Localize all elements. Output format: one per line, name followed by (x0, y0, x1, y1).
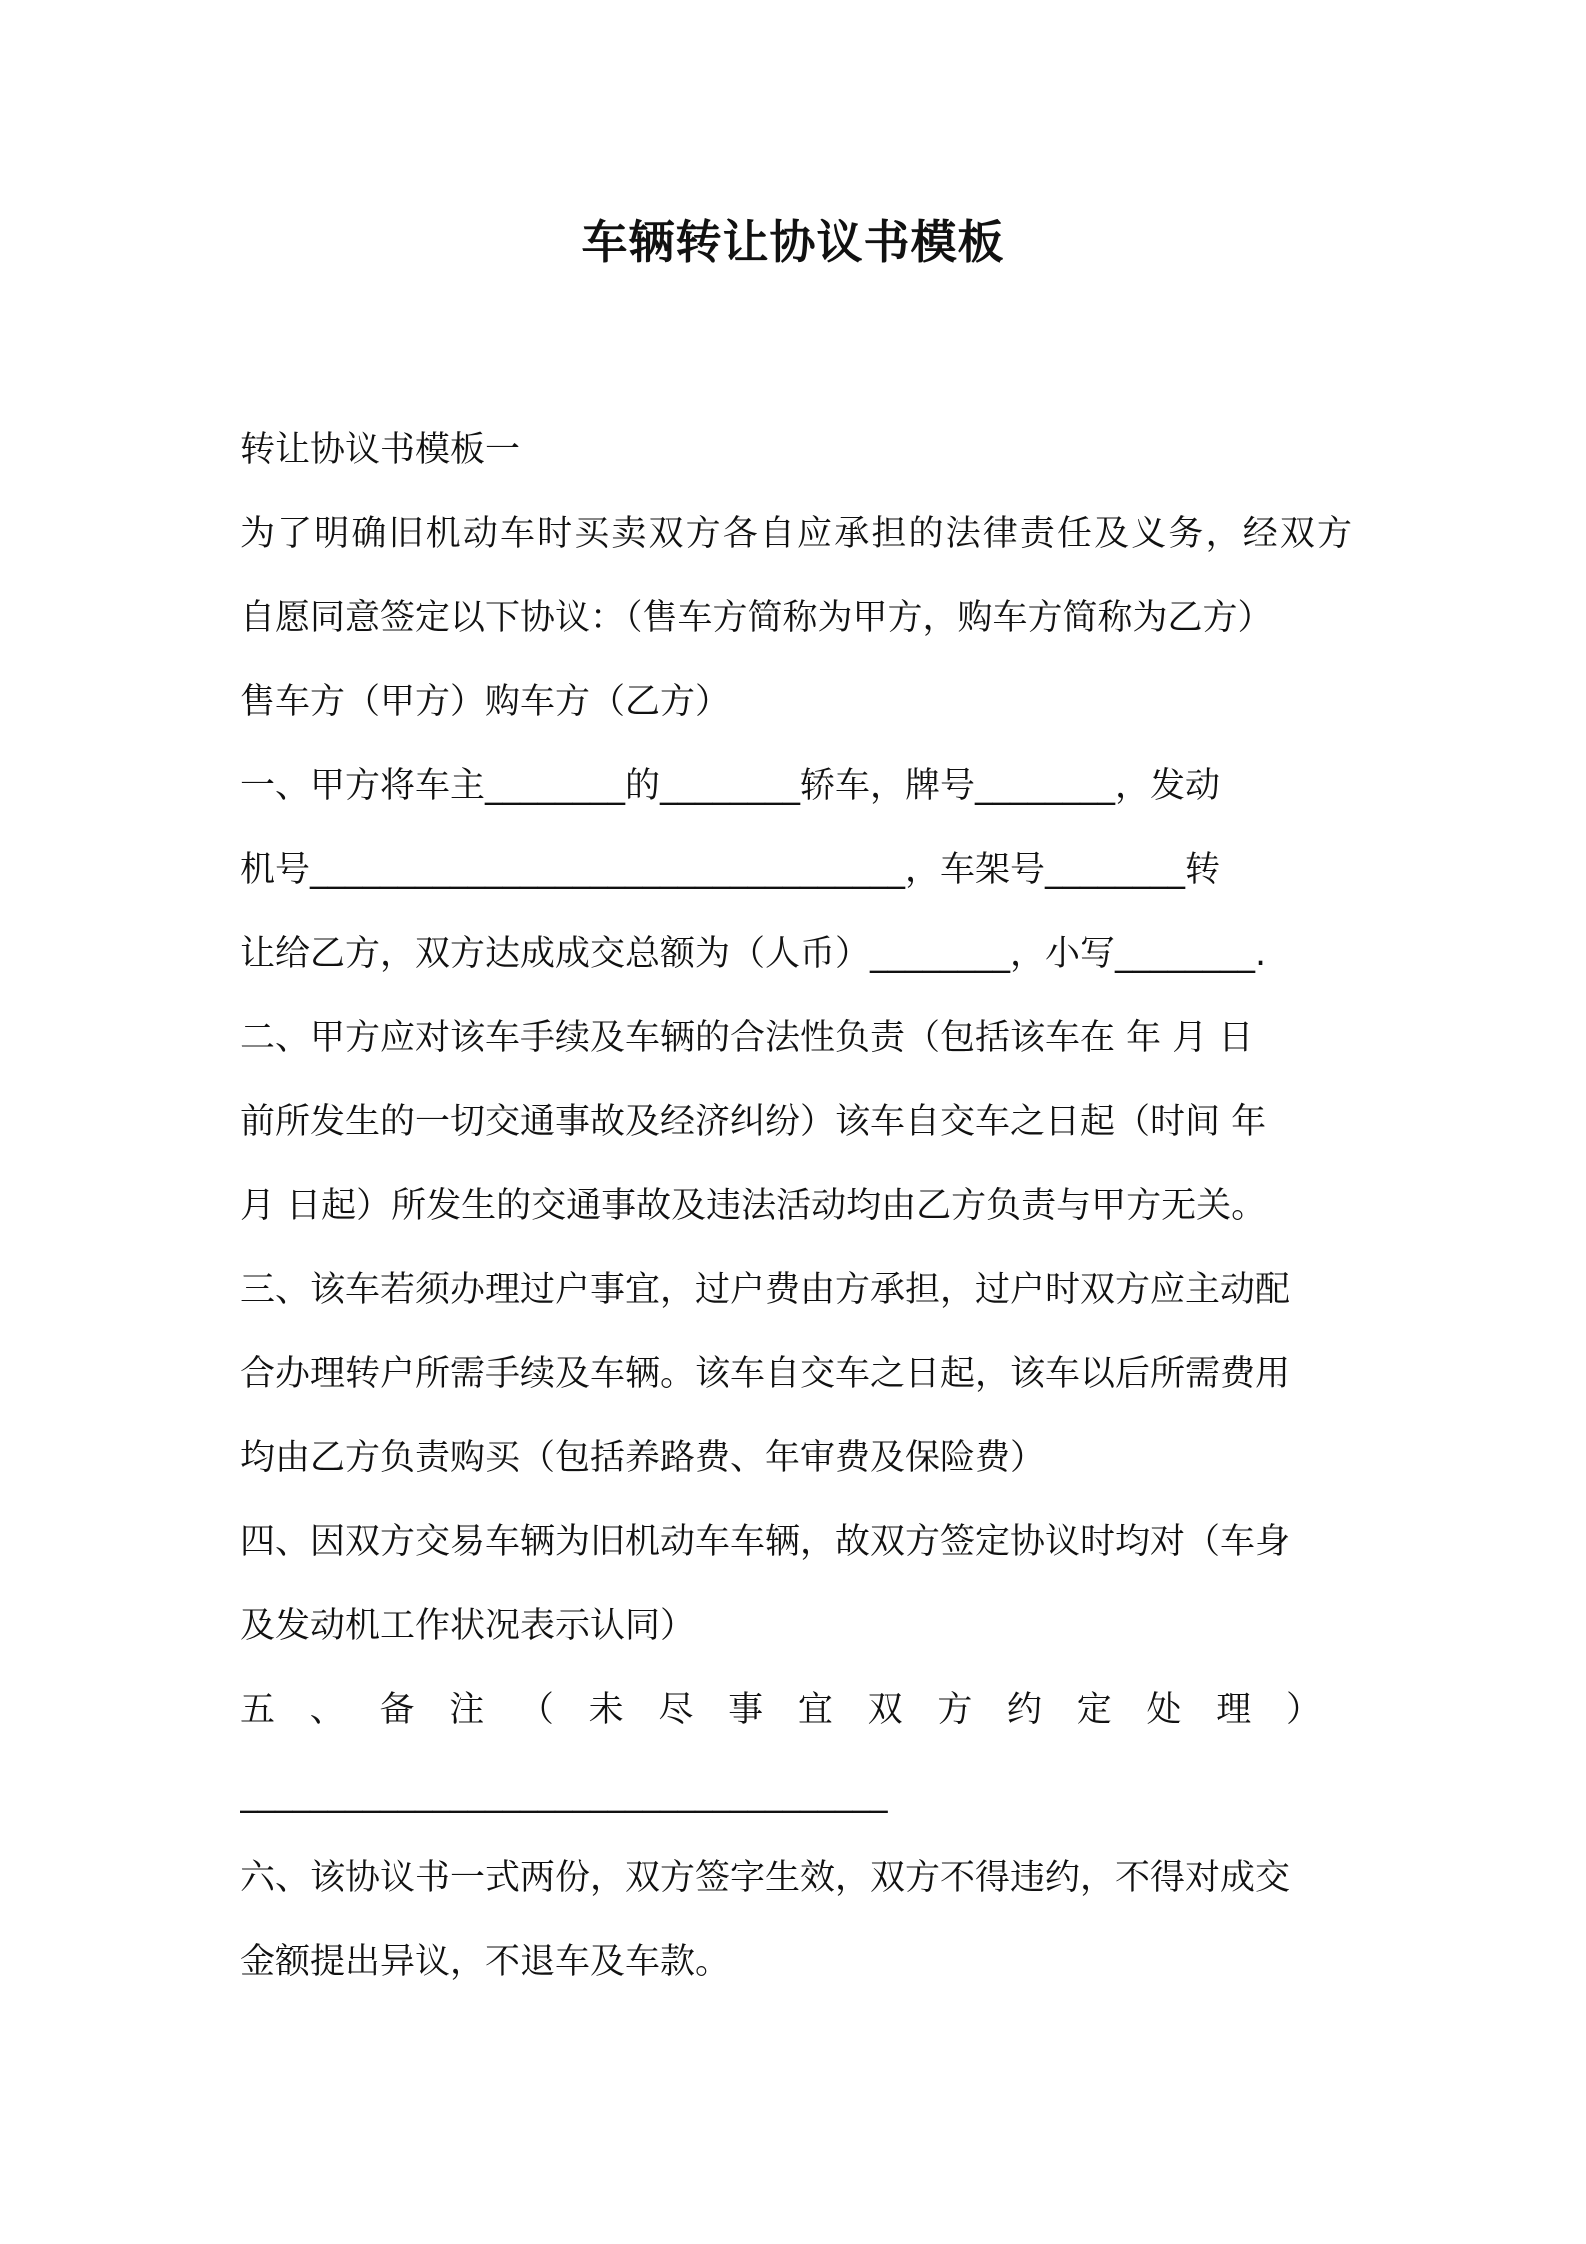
clause-3-line: 三、该车若须办理过户事宜，过户费由方承担，过户时双方应主动配 (240, 1270, 1291, 1310)
clause-6-line: 金额提出异议，不退车及车款。 (240, 1942, 731, 1982)
clause-3-line: 合办理转户所需手续及车辆。该车自交车之日起，该车以后所需费用 (240, 1354, 1291, 1394)
clause-1-line: 一、甲方将车主________的________轿车，牌号________，发动 (240, 766, 1221, 806)
clause-6-line: 六、该协议书一式两份，双方签字生效，双方不得违约，不得对成交 (240, 1858, 1291, 1898)
clause-3-line: 均由乙方负责购买（包括养路费、年审费及保险费） (240, 1438, 1046, 1478)
clause-4-line: 四、因双方交易车辆为旧机动车车辆，故双方签定协议时均对（车身 (240, 1522, 1291, 1562)
document-body (240, 408, 1352, 2004)
clause-1-line: 机号__________________________________，车架号________转 (240, 850, 1221, 890)
remark-blank-line: _____________________________________ (240, 1774, 888, 1814)
document-title: 车辆转让协议书模板 (581, 215, 1005, 269)
clause-4-line: 及发动机工作状况表示认同） (240, 1606, 696, 1646)
clause-2-line: 前所发生的一切交通事故及经济纠纷）该车自交车之日起（时间 年 (240, 1102, 1267, 1142)
paragraph-line: 售车方（甲方）购车方（乙方） (240, 682, 731, 722)
clause-2-line: 月 日起）所发生的交通事故及违法活动均由乙方负责与甲方无关。 (240, 1186, 1267, 1226)
clause-5-line: 五、备注（未尽事宜双方约定处理） (240, 1690, 1352, 1730)
clause-2-line: 二、甲方应对该车手续及车辆的合法性负责（包括该车在 年 月 日 (240, 1018, 1254, 1058)
subtitle: 转让协议书模板一 (240, 430, 521, 470)
clause-1-line: 让给乙方，双方达成成交总额为（人币）________，小写________. (240, 934, 1267, 974)
paragraph-line: 自愿同意签定以下协议：（售车方简称为甲方，购车方简称为乙方） (240, 598, 1273, 638)
paragraph-line: 为了明确旧机动车时买卖双方各自应承担的法律责任及义务，经双方 (240, 514, 1352, 554)
